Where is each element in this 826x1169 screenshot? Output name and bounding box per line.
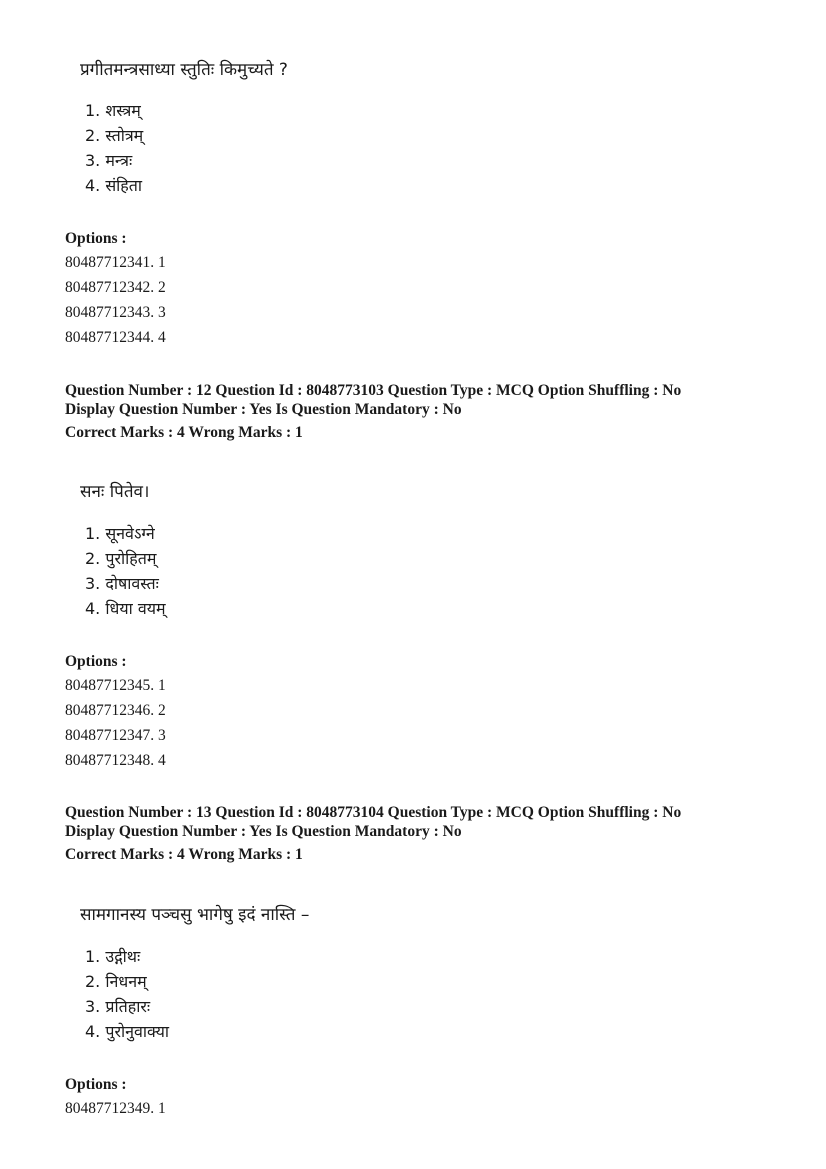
option-item: 80487712347. 3	[65, 727, 166, 744]
option-item: 80487712341. 1	[65, 254, 166, 271]
option-item: 80487712342. 2	[65, 279, 166, 296]
option-item: 80487712345. 1	[65, 677, 166, 694]
choice-item: 2. पुरोहितम्	[85, 549, 157, 568]
meta-line: Correct Marks : 4 Wrong Marks : 1	[65, 424, 303, 441]
choice-item: 2. स्तोत्रम्	[85, 126, 144, 145]
options-heading: Options :	[65, 230, 127, 247]
meta-line: Question Number : 13 Question Id : 8048773104 Question Type : MCQ Option Shuffling : No	[65, 804, 682, 821]
meta-line: Correct Marks : 4 Wrong Marks : 1	[65, 846, 303, 863]
option-item: 80487712346. 2	[65, 702, 166, 719]
choice-item: 1. सूनवेऽग्ने	[85, 524, 155, 543]
question-meta	[65, 381, 681, 443]
choice-item: 3. दोषावस्तः	[85, 574, 159, 593]
choice-item: 1. शस्त्रम्	[85, 101, 141, 120]
meta-line: Display Question Number : Yes Is Question Mandatory : No	[65, 823, 462, 840]
choice-list	[85, 944, 169, 1044]
options-heading: Options :	[65, 1076, 127, 1093]
choice-item: 3. मन्त्रः	[85, 151, 133, 170]
option-item: 80487712343. 3	[65, 304, 166, 321]
option-list	[65, 673, 166, 773]
question-meta	[65, 803, 681, 865]
option-list	[65, 250, 166, 350]
question-text: प्रगीतमन्त्रसाध्या स्तुतिः किमुच्यते ?	[80, 60, 288, 80]
question-text: सनः पितेव।	[80, 482, 150, 502]
meta-line: Question Number : 12 Question Id : 8048773103 Question Type : MCQ Option Shuffling : No	[65, 382, 682, 399]
choice-list	[85, 521, 166, 621]
choice-item: 4. संहिता	[85, 176, 143, 195]
option-item: 80487712348. 4	[65, 752, 166, 769]
choice-item: 4. धिया वयम्	[85, 599, 166, 618]
option-item: 80487712349. 1	[65, 1100, 166, 1117]
choice-item: 4. पुरोनुवाक्या	[85, 1022, 170, 1041]
choice-list	[85, 98, 143, 198]
choice-item: 3. प्रतिहारः	[85, 997, 151, 1016]
choice-item: 2. निधनम्	[85, 972, 147, 991]
option-item: 80487712344. 4	[65, 329, 166, 346]
meta-line: Display Question Number : Yes Is Question Mandatory : No	[65, 401, 462, 418]
question-text: सामगानस्य पञ्चसु भागेषु इदं नास्ति –	[80, 905, 310, 925]
choice-item: 1. उद्गीथः	[85, 947, 141, 966]
options-heading: Options :	[65, 653, 127, 670]
option-list	[65, 1096, 166, 1121]
